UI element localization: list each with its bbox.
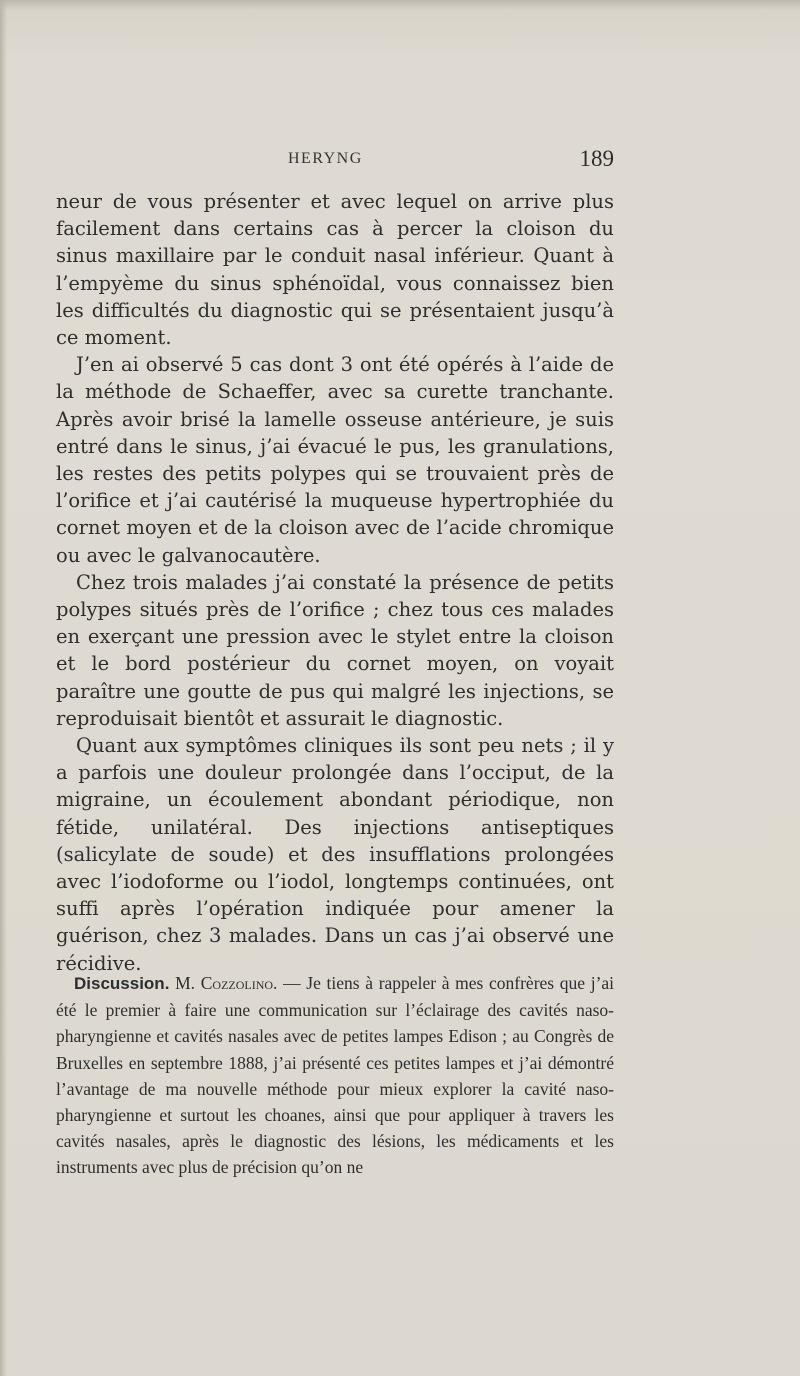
speaker-name: Cozzolino. <box>200 973 278 993</box>
discussion-label: Discussion. <box>74 974 170 993</box>
discussion-text: — Je tiens à rappeler à mes confrères que j’ai été le premier à faire une communication sur l’éclairage des cavités naso-pharyngienne et cavités nasales avec de petites lampes Edison ; au Congrès de Bruxelles en septembre 1888, j’ai présenté ces petites lampes et j’ai démontré l’avantage de ma nouvelle méthode pour mieux explorer la cavité naso-pharyngienne et surtout les choanes, ainsi que pour appliquer à travers les cavités nasales, après le diagnostic des lésions, les médicaments et les instruments avec plus de précision qu’on ne <box>56 973 615 1178</box>
paragraph-4: Quant aux symptômes cliniques ils sont peu nets ; il y a parfois une douleur prolongée dans l’occiput, de la migraine, un écoulement abondant périodique, non fétide, unilatéral. Des injections antiseptiques (salicylate de soude) et des insufflations prolongées avec l’iodoforme ou l’iodol, longtemps continuées, ont suffi après l’opération indiquée pour amener la guérison, chez 3 malades. Dans un cas j’ai observé une récidive. <box>56 734 614 975</box>
main-text <box>56 188 614 977</box>
page-header <box>56 146 614 176</box>
paragraph-2: J’en ai observé 5 cas dont 3 ont été opérés à l’aide de la méthode de Schaeffer, avec sa curette tranchante. Après avoir brisé la lamelle osseuse antérieure, je suis entré dans le sinus, j’ai évacué le pus, les granulations, les restes des petits polypes qui se trouvaient près de l’orifice et j’ai cautérisé la muqueuse hypertrophiée du cornet moyen et de la cloison avec de l’acide chromique ou avec le galvanocautère. <box>56 353 614 567</box>
page-top-shadow <box>0 0 800 10</box>
running-title: HERYNG <box>288 150 363 167</box>
discussion-paragraph <box>56 970 614 1181</box>
paragraph-3: Chez trois malades j’ai constaté la présence de petits polypes situés près de l’orifice ; chez tous ces malades en exerçant une pression avec le stylet entre la cloison et le bord postérieur du cornet moyen, on voyait paraître une goutte de pus qui malgré les injections, se reproduisait bientôt et assurait le diagnostic. <box>56 570 614 730</box>
discussion-section <box>56 970 614 1181</box>
page-number: 189 <box>579 146 614 171</box>
speaker-prefix: M. <box>175 973 196 993</box>
page-binding-edge <box>0 0 7 1376</box>
paragraph-1: neur de vous présenter et avec lequel on arrive plus facilement dans certains cas à percer la cloison du sinus maxillaire par le conduit nasal inférieur. Quant à l’empyème du sinus sphénoïdal, vous connaissez bien les difficultés du diagnostic qui se présentaient jusqu’à ce moment. <box>56 190 614 350</box>
